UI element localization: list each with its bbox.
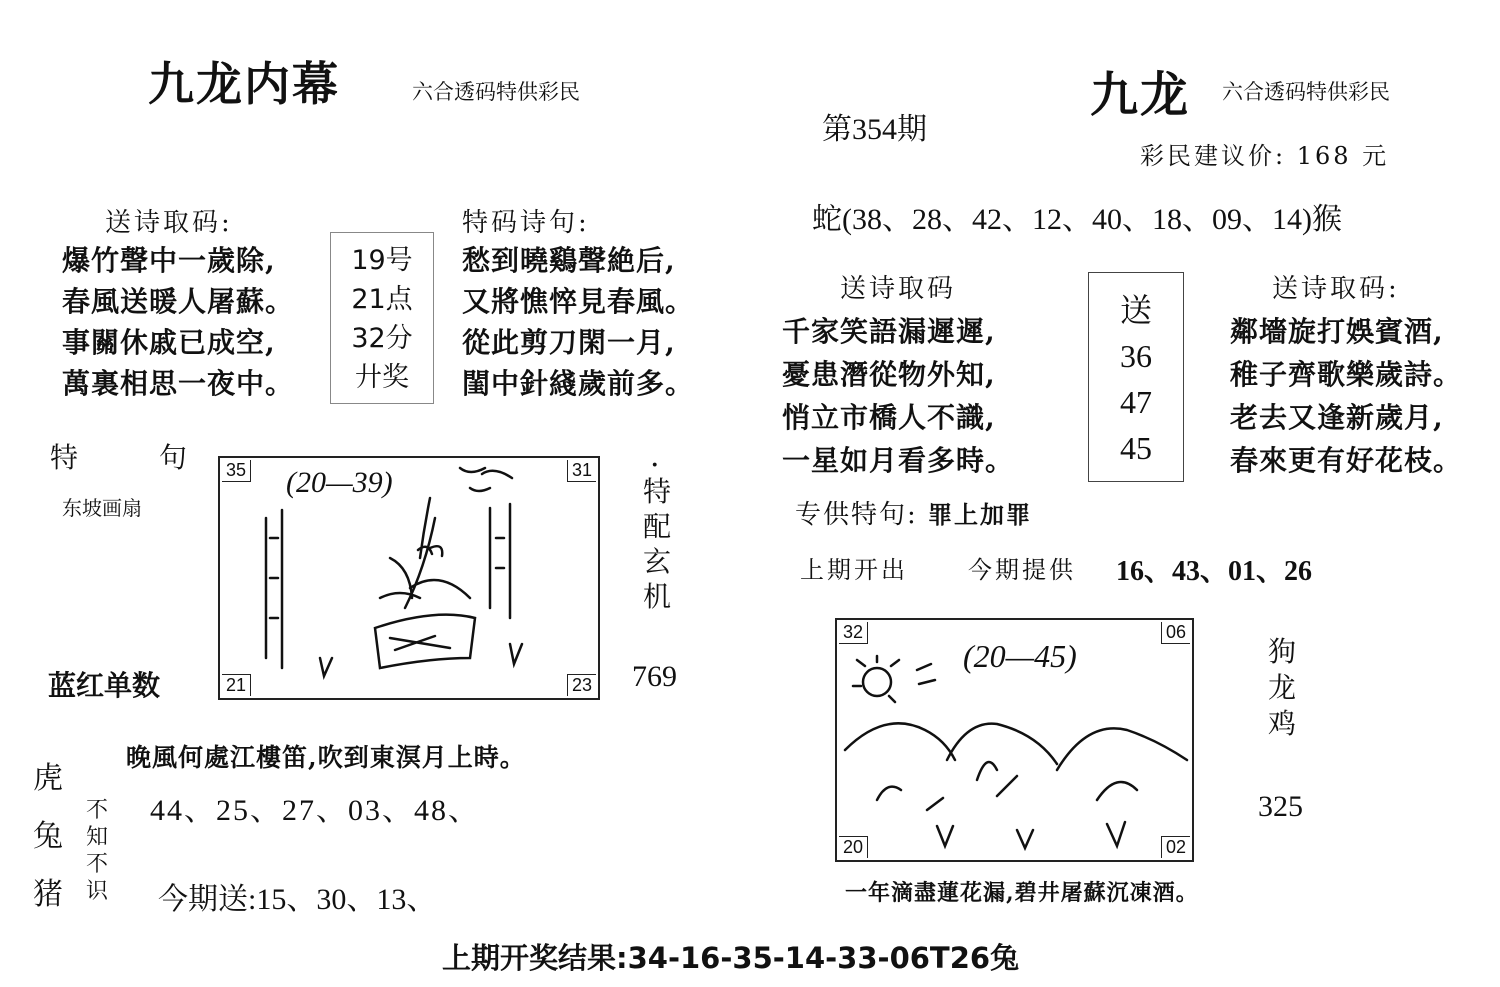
right-send-poem-a bbox=[782, 310, 1014, 482]
vertical-char: 不 bbox=[85, 798, 108, 823]
sketch-fan-drawing bbox=[220, 458, 598, 698]
picture-corner-tl: 32 bbox=[839, 622, 868, 644]
left-send-poem-heading: 送诗取码: bbox=[105, 208, 233, 238]
left-title: 九龙内幕 bbox=[148, 57, 340, 111]
footer-result bbox=[442, 936, 1019, 977]
this-issue-label: 今期提供 bbox=[968, 556, 1076, 584]
left-unknown-vertical bbox=[82, 797, 112, 905]
vertical-char: 知 bbox=[85, 825, 108, 850]
left-tagline: 六合透码特供彩民 bbox=[412, 80, 580, 104]
last-issue-label: 上期开出 bbox=[800, 556, 908, 584]
price-label: 彩民建议价: bbox=[1140, 142, 1287, 170]
left-numbers-row: 44、25、27、03、48、 bbox=[150, 794, 480, 827]
right-send-poem-heading-a: 送诗取码 bbox=[840, 274, 957, 304]
left-send-poem bbox=[62, 240, 294, 404]
vertical-char: 鸡 bbox=[1267, 707, 1296, 740]
vertical-char: 狗 bbox=[1267, 635, 1296, 668]
poem-line: 事關休戚已成空, bbox=[62, 326, 276, 359]
poem-line: 春風送暖人屠蘇。 bbox=[62, 285, 295, 318]
box-line: 32分 bbox=[351, 323, 413, 354]
left-special-poem-heading: 特码诗句: bbox=[462, 208, 590, 238]
price-value: 168 元 bbox=[1296, 142, 1390, 170]
picture-corner-br: 23 bbox=[567, 674, 596, 696]
left-today-send bbox=[158, 874, 436, 918]
picture-range: (20—39) bbox=[286, 466, 393, 499]
box-line: 送 bbox=[1119, 292, 1152, 328]
box-line: 47 bbox=[1120, 384, 1152, 420]
poem-line: 春來更有好花枝。 bbox=[1230, 444, 1463, 477]
vertical-char: 虎 bbox=[33, 762, 63, 795]
picture-corner-bl: 20 bbox=[839, 836, 868, 858]
sketch-mountain-drawing bbox=[837, 620, 1192, 860]
box-line: 45 bbox=[1120, 430, 1152, 466]
box-line: 21点 bbox=[351, 284, 413, 315]
right-side-vertical bbox=[1262, 634, 1302, 742]
picture-corner-bl: 21 bbox=[222, 674, 251, 696]
left-special-poem bbox=[462, 240, 694, 404]
left-center-box bbox=[330, 232, 434, 404]
left-blue-red-label: 蓝红单数 bbox=[48, 671, 161, 702]
poem-line: 愁到曉鷄聲絶后, bbox=[462, 244, 676, 277]
vertical-char: 配 bbox=[642, 510, 671, 543]
poem-line: 鄰墻旋打娛賓酒, bbox=[1230, 315, 1444, 348]
poem-line: 從此剪刀閑一月, bbox=[462, 326, 676, 359]
poem-line: 閨中針綫歲前多。 bbox=[462, 367, 695, 400]
poem-line: 爆竹聲中一歲除, bbox=[62, 244, 276, 277]
right-poem-line: 一年滴盡蓮花漏,碧井屠蘇沉凍酒。 bbox=[845, 880, 1199, 906]
left-side-vertical bbox=[637, 474, 677, 614]
poem-line: 千家笑語漏遲遲, bbox=[782, 315, 996, 348]
vertical-char: 不 bbox=[85, 852, 108, 877]
poem-line: 又將憔悴見春風。 bbox=[462, 285, 695, 318]
picture-range: (20—45) bbox=[963, 638, 1077, 674]
price bbox=[1140, 136, 1389, 171]
poem-line: 老去又逢新歲月, bbox=[1230, 401, 1444, 434]
right-tagline: 六合透码特供彩民 bbox=[1222, 80, 1390, 104]
right-send-poem-b bbox=[1230, 310, 1462, 482]
left-side-dot: · bbox=[650, 448, 660, 483]
picture-corner-tr: 31 bbox=[567, 460, 596, 482]
left-side-number: 769 bbox=[632, 660, 677, 693]
special-phrase-row bbox=[795, 494, 1032, 531]
vertical-char: 龙 bbox=[1267, 671, 1296, 704]
footer-label: 上期开奖结果: bbox=[442, 941, 628, 975]
right-title: 九龙 bbox=[1090, 67, 1191, 123]
issue-number: 第354期 bbox=[822, 113, 927, 146]
snake-line: 蛇(38、28、42、12、40、18、09、14)猴 bbox=[812, 203, 1342, 236]
box-line: 19号 bbox=[351, 245, 413, 276]
right-send-poem-heading-b: 送诗取码: bbox=[1272, 274, 1400, 304]
picture-corner-tl: 35 bbox=[222, 460, 251, 482]
special-value: 罪上加罪 bbox=[928, 500, 1033, 529]
box-line: 廾奖 bbox=[355, 362, 409, 393]
vertical-char: 机 bbox=[642, 580, 671, 613]
poem-line: 稚子齊歌樂歲詩。 bbox=[1230, 358, 1463, 391]
vertical-char: 猪 bbox=[33, 878, 63, 911]
vertical-char: 识 bbox=[85, 879, 108, 904]
today-send-label: 今期送: bbox=[158, 883, 257, 916]
picture-corner-tr: 06 bbox=[1161, 622, 1190, 644]
vertical-char: 兔 bbox=[33, 820, 63, 853]
poem-line: 一星如月看多時。 bbox=[782, 444, 1015, 477]
left-special-phrase-label: 特 句 bbox=[50, 441, 205, 474]
right-center-box bbox=[1088, 272, 1184, 482]
left-picture bbox=[218, 456, 600, 700]
left-zodiac-vertical bbox=[28, 750, 68, 924]
box-line: 36 bbox=[1120, 338, 1152, 374]
footer-value: 34-16-35-14-33-06T26兔 bbox=[627, 941, 1020, 975]
poem-line: 憂患潛從物外知, bbox=[782, 358, 996, 391]
right-side-number: 325 bbox=[1258, 790, 1303, 823]
today-send-numbers: 15、30、13、 bbox=[256, 883, 437, 916]
special-label: 专供特句: bbox=[795, 500, 918, 530]
vertical-char: 玄 bbox=[642, 545, 671, 578]
right-picture bbox=[835, 618, 1194, 862]
vertical-char: 特 bbox=[642, 475, 671, 508]
picture-corner-br: 02 bbox=[1161, 836, 1190, 858]
poem-line: 悄立市橋人不識, bbox=[782, 401, 996, 434]
left-poem-line: 晚風何處江樓笛,吹到東溟月上時。 bbox=[126, 743, 526, 772]
this-issue-numbers: 16、43、01、26 bbox=[1116, 556, 1313, 587]
poem-line: 萬裏相思一夜中。 bbox=[62, 367, 295, 400]
left-phrase: 东坡画扇 bbox=[62, 498, 142, 520]
